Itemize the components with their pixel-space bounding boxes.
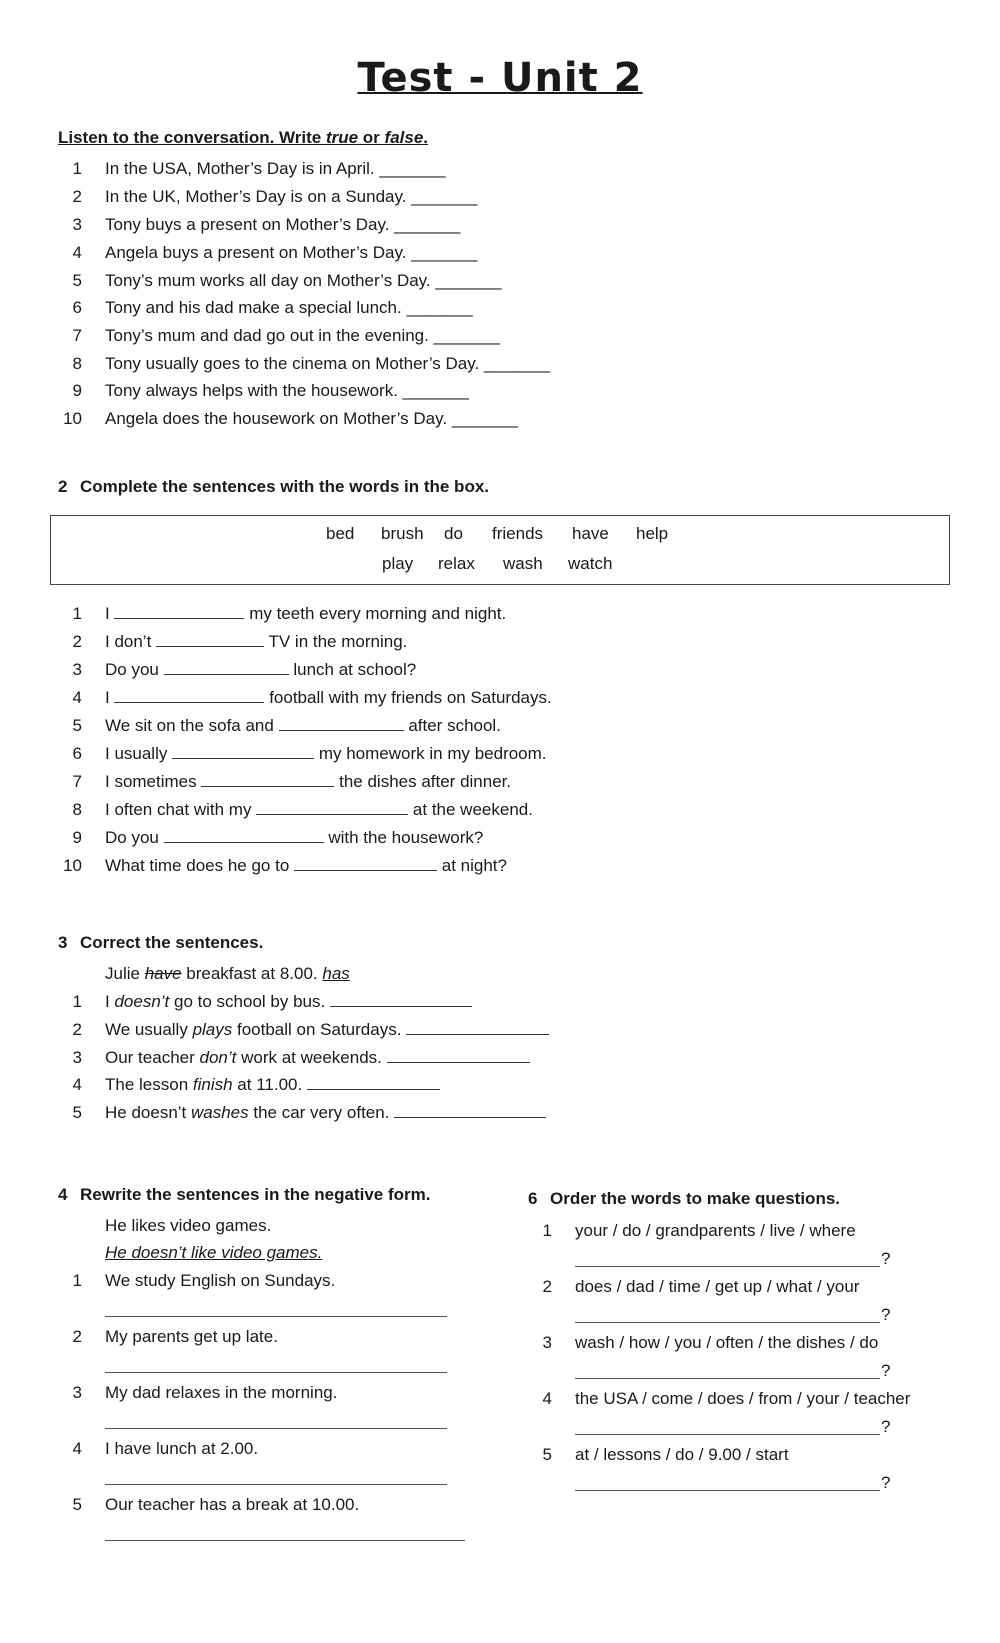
text-before: I sometimes xyxy=(105,772,197,791)
item-number: 3 xyxy=(542,1333,552,1352)
item-text: Angela buys a present on Mother’s Day. xyxy=(105,243,407,262)
tf-item-text xyxy=(105,243,477,263)
answer-blank[interactable] xyxy=(294,856,437,871)
text-before: Do you xyxy=(105,828,159,847)
item-number: 5 xyxy=(72,716,82,735)
item-number: 1 xyxy=(72,159,82,178)
item-text: Our teacher has a break at 10.00. xyxy=(105,1495,360,1514)
answer-blank[interactable]: _______ xyxy=(435,271,502,290)
box-word: play xyxy=(382,554,414,573)
text-after: with the housework? xyxy=(328,828,484,847)
text-b: work at weekends. xyxy=(236,1048,382,1067)
item-number: 5 xyxy=(542,1445,552,1464)
item-number: 1 xyxy=(72,992,82,1011)
item-text: Tony always helps with the housework. xyxy=(105,381,398,400)
section1-heading: Listen to the conversation. Write true or false. xyxy=(58,128,429,147)
answer-line[interactable] xyxy=(105,1372,447,1373)
item-number: 2 xyxy=(72,187,82,206)
error-word: don’t xyxy=(199,1048,237,1067)
section6-heading: 6 Order the words to make questions. xyxy=(528,1189,841,1208)
box-word: watch xyxy=(568,554,613,573)
item-text: In the USA, Mother’s Day is in April. xyxy=(105,159,375,178)
answer-blank[interactable]: _______ xyxy=(411,187,478,206)
item-text: Tony usually goes to the cinema on Mother’s Day. xyxy=(105,354,480,373)
error-word: plays xyxy=(192,1020,233,1039)
item-number: 2 xyxy=(72,1327,82,1346)
answer-blank[interactable] xyxy=(114,688,264,703)
section4-heading: 4 Rewrite the sentences in the negative form. xyxy=(58,1185,431,1204)
text-after: after school. xyxy=(408,716,501,735)
question-mark: ? xyxy=(881,1473,891,1492)
fill-item-text xyxy=(105,604,506,624)
item-text: the USA / come / does / from / your / teacher xyxy=(575,1389,911,1408)
box-word: bed xyxy=(326,524,355,543)
item-text: Tony’s mum and dad go out in the evening. xyxy=(105,326,429,345)
tf-item-text xyxy=(105,326,500,346)
item-text: at / lessons / do / 9.00 / start xyxy=(575,1445,789,1464)
item-number: 2 xyxy=(72,1020,82,1039)
answer-blank[interactable] xyxy=(164,660,289,675)
item-number: 1 xyxy=(542,1221,552,1240)
answer-blank[interactable] xyxy=(172,744,314,759)
text-before: We sit on the sofa and xyxy=(105,716,274,735)
question-mark: ? xyxy=(881,1249,891,1268)
item-number: 3 xyxy=(72,1048,82,1067)
item-number: 7 xyxy=(72,326,82,345)
item-number: 4 xyxy=(72,688,82,707)
text-before: What time does he go to xyxy=(105,856,290,875)
text-b: the car very often. xyxy=(248,1103,390,1122)
text-before: I usually xyxy=(105,744,168,763)
answer-line[interactable] xyxy=(105,1540,465,1541)
box-word: do xyxy=(444,524,463,543)
tf-item-text xyxy=(105,298,473,318)
text-a: I xyxy=(105,992,115,1011)
answer-blank[interactable] xyxy=(387,1048,530,1063)
answer-blank[interactable] xyxy=(201,772,334,787)
text-after: at night? xyxy=(441,856,507,875)
answer-blank[interactable]: _______ xyxy=(411,243,478,262)
item-number: 6 xyxy=(72,744,82,763)
item-number: 4 xyxy=(72,243,82,262)
answer-line[interactable] xyxy=(575,1490,880,1491)
answer-line[interactable] xyxy=(105,1428,447,1429)
tf-item-text xyxy=(105,271,502,291)
item-text: I have lunch at 2.00. xyxy=(105,1439,259,1458)
question-mark: ? xyxy=(881,1305,891,1324)
item-number: 5 xyxy=(72,271,82,290)
item-number: 9 xyxy=(72,381,82,400)
fill-item-text xyxy=(105,800,533,820)
answer-line[interactable] xyxy=(575,1322,880,1323)
answer-line[interactable] xyxy=(105,1316,447,1317)
answer-blank[interactable] xyxy=(156,632,264,647)
item-text: wash / how / you / often / the dishes / do xyxy=(575,1333,879,1352)
error-word: doesn’t xyxy=(114,992,170,1011)
item-text: Angela does the housework on Mother’s Day. xyxy=(105,409,448,428)
answer-blank[interactable]: _______ xyxy=(394,215,461,234)
fill-item-text xyxy=(105,744,547,764)
text-after: football with my friends on Saturdays. xyxy=(269,688,552,707)
answer-blank[interactable]: _______ xyxy=(433,326,500,345)
text-before: I often chat with my xyxy=(105,800,252,819)
word-box xyxy=(50,515,950,585)
item-text: Tony’s mum works all day on Mother’s Day. xyxy=(105,271,431,290)
item-text: Tony and his dad make a special lunch. xyxy=(105,298,402,317)
item-number: 4 xyxy=(72,1439,82,1458)
answer-line[interactable] xyxy=(105,1484,447,1485)
item-number: 3 xyxy=(72,215,82,234)
item-number: 7 xyxy=(72,772,82,791)
answer-blank[interactable] xyxy=(256,800,408,815)
fill-item-text xyxy=(105,828,483,848)
error-word: finish xyxy=(192,1075,233,1094)
text-a: We usually xyxy=(105,1020,193,1039)
correct-item-text xyxy=(105,1020,549,1040)
page-title: Test - Unit 2 xyxy=(357,55,643,101)
box-word: friends xyxy=(492,524,544,543)
item-number: 4 xyxy=(72,1075,82,1094)
fill-item-text xyxy=(105,660,416,680)
tf-item-text xyxy=(105,354,550,374)
item-number: 9 xyxy=(72,828,82,847)
fill-item-text xyxy=(105,772,511,792)
correct-item-text xyxy=(105,1075,440,1095)
section3-heading: 3 Correct the sentences. xyxy=(58,933,264,952)
box-word: brush xyxy=(381,524,424,543)
text-before: I xyxy=(105,604,110,623)
answer-line[interactable] xyxy=(575,1434,880,1435)
item-text: your / do / grandparents / live / where xyxy=(575,1221,856,1240)
tf-item-text xyxy=(105,159,446,179)
text-a: Our teacher xyxy=(105,1048,200,1067)
section4-example: He likes video games. xyxy=(105,1216,272,1235)
text-after: lunch at school? xyxy=(293,660,417,679)
question-mark: ? xyxy=(881,1417,891,1436)
answer-blank[interactable]: _______ xyxy=(402,381,469,400)
item-number: 1 xyxy=(72,604,82,623)
item-text: We study English on Sundays. xyxy=(105,1271,336,1290)
answer-blank[interactable] xyxy=(114,604,244,619)
item-number: 10 xyxy=(63,856,82,875)
question-mark: ? xyxy=(881,1361,891,1380)
text-before: I xyxy=(105,688,110,707)
item-number: 8 xyxy=(72,354,82,373)
text-after: my teeth every morning and night. xyxy=(249,604,507,623)
answer-blank[interactable] xyxy=(330,992,472,1007)
section4-example-answer: He doesn’t like video games. xyxy=(105,1243,323,1262)
text-a: The lesson xyxy=(105,1075,193,1094)
answer-blank[interactable] xyxy=(279,716,404,731)
section3-example: Julie have breakfast at 8.00. has xyxy=(105,964,350,983)
answer-blank[interactable]: _______ xyxy=(451,409,519,428)
item-number: 1 xyxy=(72,1271,82,1290)
box-word: relax xyxy=(438,554,475,573)
item-number: 2 xyxy=(72,632,82,651)
tf-item-text xyxy=(105,381,469,401)
item-text: My dad relaxes in the morning. xyxy=(105,1383,338,1402)
fill-item-text xyxy=(105,716,501,736)
item-number: 8 xyxy=(72,800,82,819)
answer-blank[interactable] xyxy=(164,828,324,843)
tf-item-text xyxy=(105,409,518,429)
answer-blank[interactable] xyxy=(406,1020,549,1035)
correct-item-text xyxy=(105,1048,530,1068)
item-number: 4 xyxy=(542,1389,552,1408)
text-b: go to school by bus. xyxy=(169,992,326,1011)
tf-item-text xyxy=(105,215,460,235)
item-text: In the UK, Mother’s Day is on a Sunday. xyxy=(105,187,407,206)
item-number: 6 xyxy=(72,298,82,317)
text-a: He doesn’t xyxy=(105,1103,191,1122)
item-number: 10 xyxy=(63,409,82,428)
item-number: 3 xyxy=(72,660,82,679)
box-word: help xyxy=(636,524,669,543)
fill-item-text xyxy=(105,632,407,652)
answer-blank[interactable] xyxy=(307,1075,440,1090)
tf-item-text xyxy=(105,187,477,207)
correct-item-text xyxy=(105,992,472,1012)
item-number: 5 xyxy=(72,1103,82,1122)
answer-line[interactable] xyxy=(575,1378,880,1379)
answer-line[interactable] xyxy=(575,1266,880,1267)
item-text: does / dad / time / get up / what / your xyxy=(575,1277,860,1296)
answer-blank[interactable] xyxy=(394,1103,546,1118)
item-number: 3 xyxy=(72,1383,82,1402)
section2-heading: 2 Complete the sentences with the words in the box. xyxy=(58,477,490,496)
box-word: wash xyxy=(503,554,543,573)
error-word: washes xyxy=(191,1103,249,1122)
text-after: at the weekend. xyxy=(412,800,533,819)
answer-blank[interactable]: _______ xyxy=(483,354,551,373)
item-number: 5 xyxy=(72,1495,82,1514)
text-before: I don’t xyxy=(105,632,152,651)
fill-item-text xyxy=(105,856,507,876)
text-after: the dishes after dinner. xyxy=(339,772,512,791)
correct-item-text xyxy=(105,1103,546,1123)
text-b: at 11.00. xyxy=(232,1075,303,1094)
text-b: football on Saturdays. xyxy=(232,1020,402,1039)
answer-blank[interactable]: _______ xyxy=(379,159,446,178)
box-word: have xyxy=(572,524,609,543)
item-number: 2 xyxy=(542,1277,552,1296)
item-text: My parents get up late. xyxy=(105,1327,278,1346)
text-after: TV in the morning. xyxy=(268,632,408,651)
fill-item-text xyxy=(105,688,552,708)
text-after: my homework in my bedroom. xyxy=(318,744,547,763)
item-text: Tony buys a present on Mother’s Day. xyxy=(105,215,390,234)
text-before: Do you xyxy=(105,660,159,679)
answer-blank[interactable]: _______ xyxy=(406,298,473,317)
